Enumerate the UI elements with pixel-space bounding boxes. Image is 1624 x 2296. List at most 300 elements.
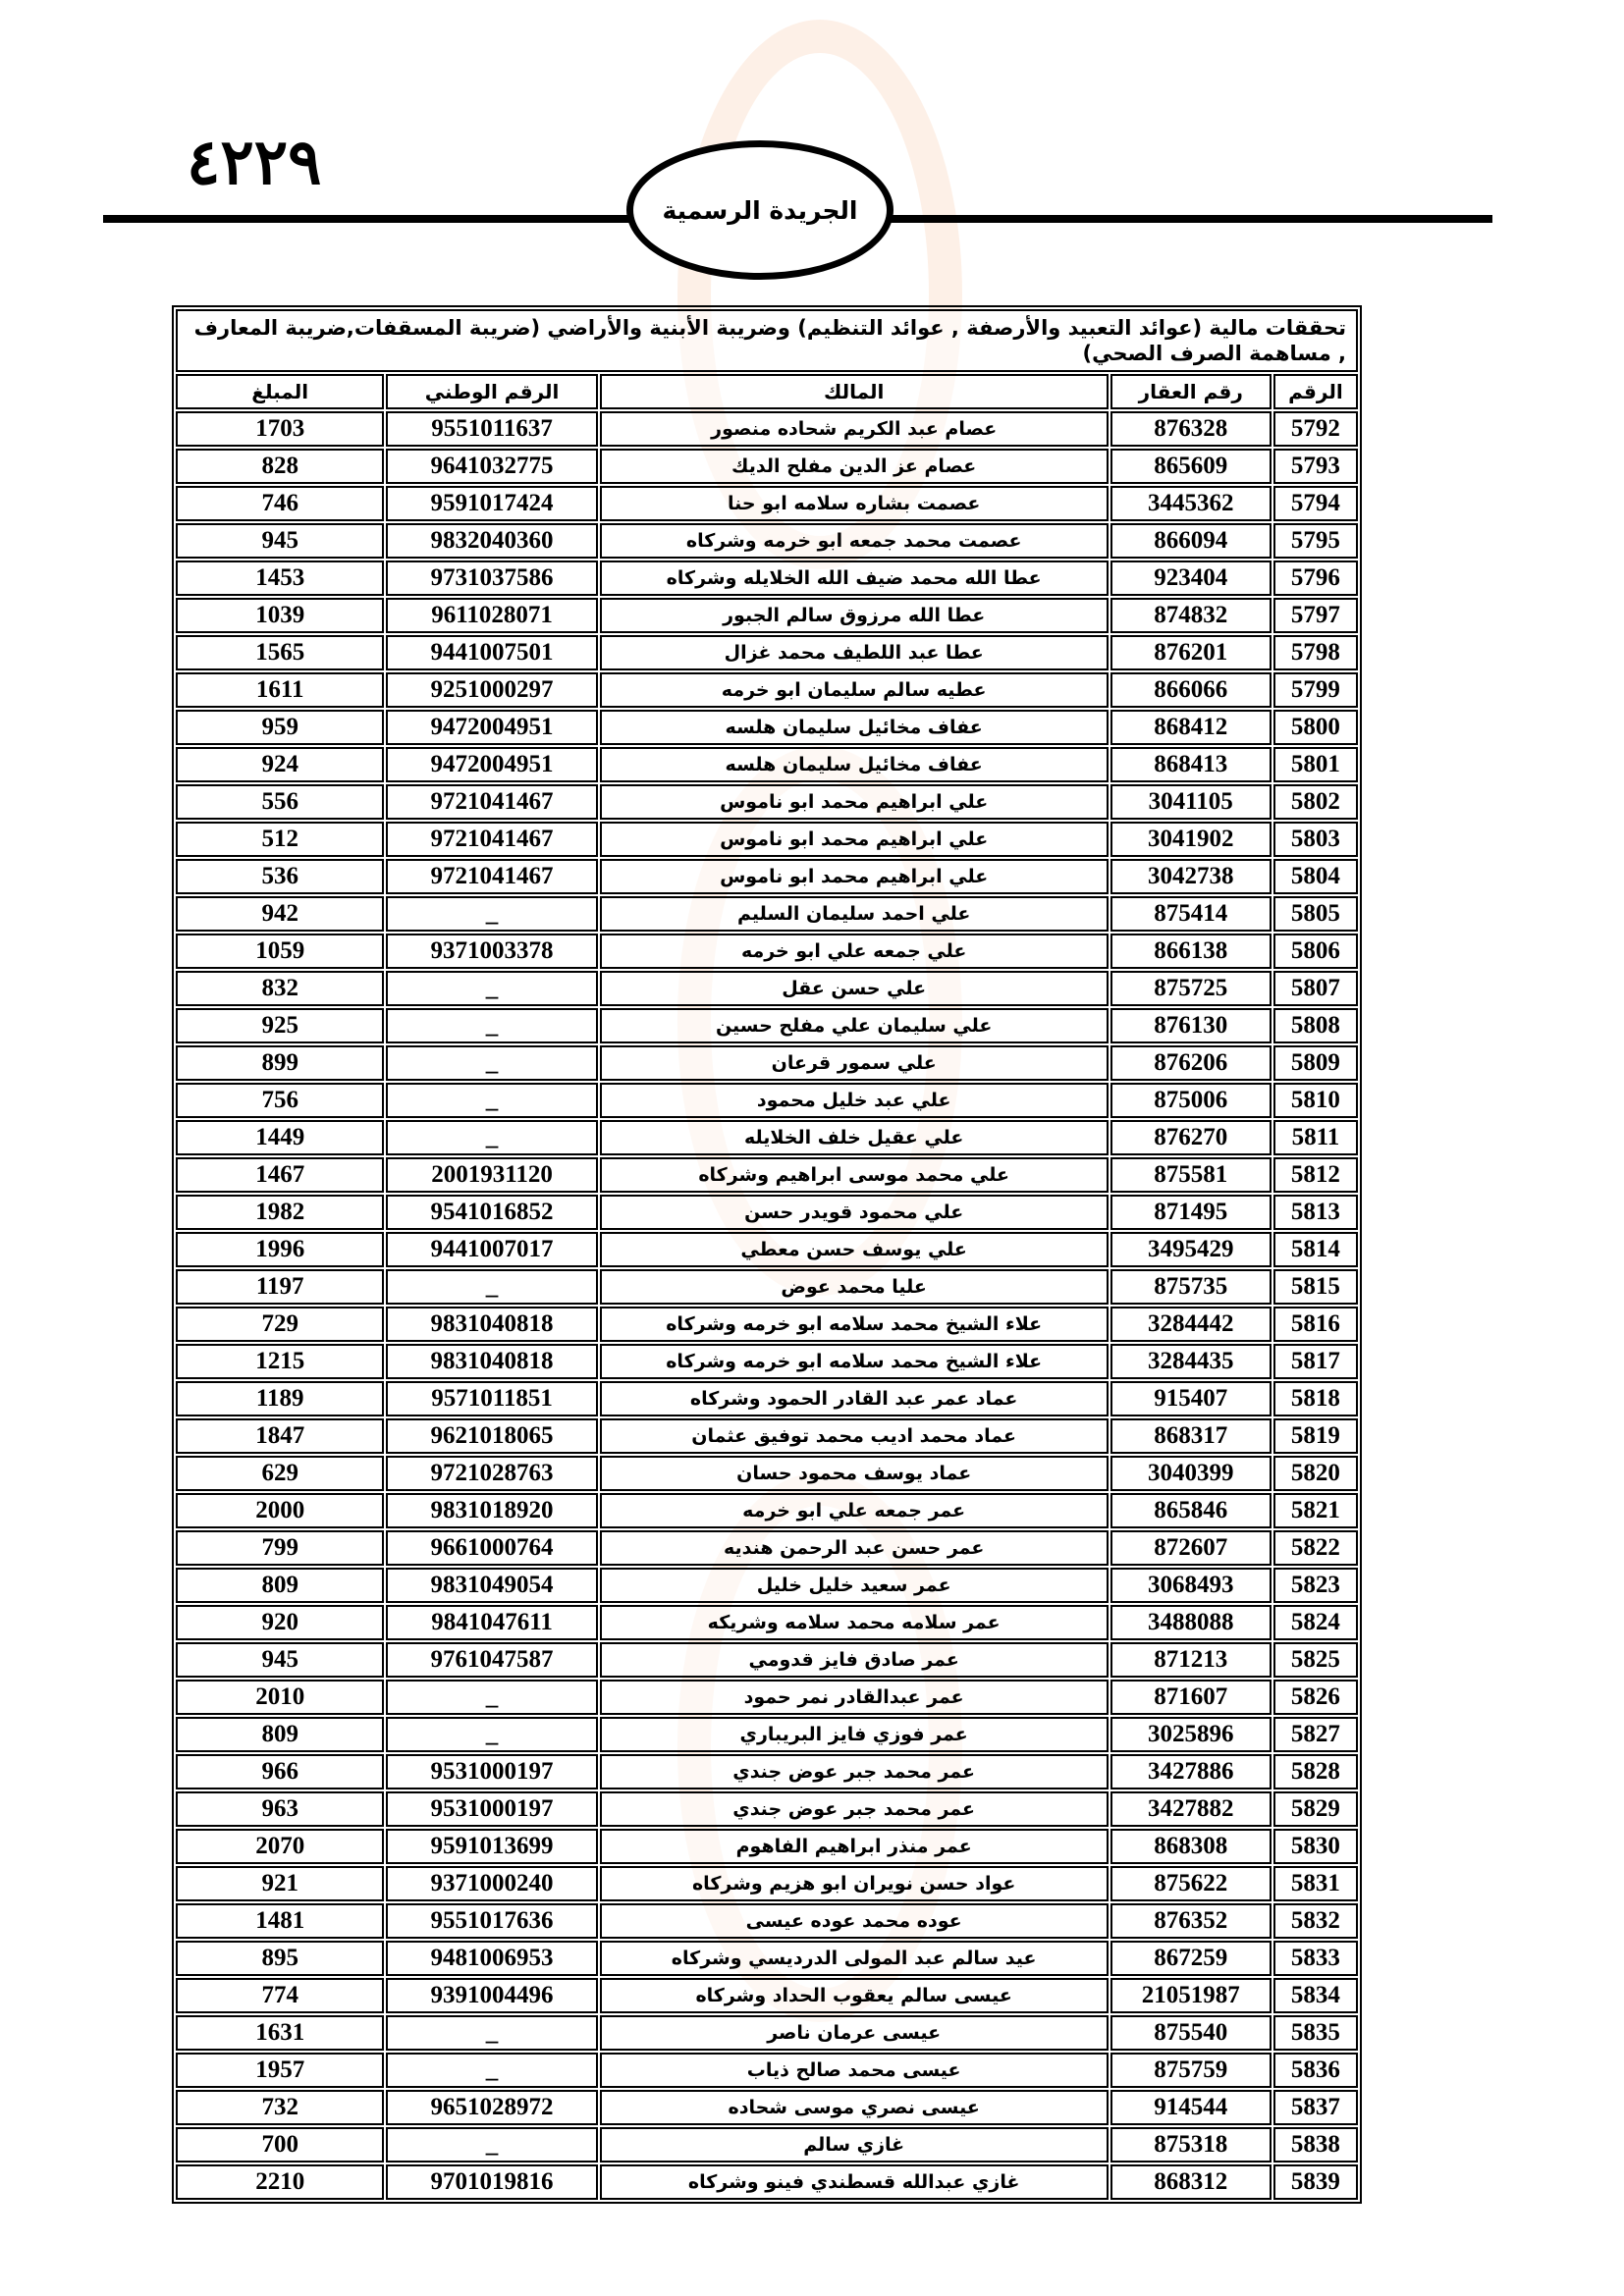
national-id: 9441007501 (386, 635, 597, 670)
property-number: 867259 (1110, 1941, 1272, 1976)
table-row (176, 822, 1358, 857)
property-number: 871213 (1110, 1642, 1272, 1678)
owner-name: غازي سالم (600, 2127, 1109, 2163)
owner-name: علي ابراهيم محمد ابو ناموس (600, 784, 1109, 820)
property-number: 868413 (1110, 747, 1272, 782)
owner-name: عيسى محمد صالح ذياب (600, 2053, 1109, 2088)
row-number: 5821 (1273, 1493, 1358, 1528)
owner-name: علاء الشيخ محمد سلامه ابو خرمه وشركاه (600, 1344, 1109, 1379)
row-number: 5794 (1273, 486, 1358, 521)
owner-name: عمر عبدالقادر نمر حمود (600, 1680, 1109, 1715)
table-row (176, 486, 1358, 521)
row-number: 5803 (1273, 822, 1358, 857)
property-number: 875725 (1110, 971, 1272, 1006)
amount: 1467 (176, 1157, 384, 1193)
amount: 925 (176, 1008, 384, 1043)
table-row (176, 2164, 1358, 2200)
row-number: 5828 (1273, 1754, 1358, 1789)
table-row (176, 2015, 1358, 2051)
row-number: 5832 (1273, 1903, 1358, 1939)
property-number: 874832 (1110, 598, 1272, 633)
table-row (176, 1941, 1358, 1976)
owner-name: عصام عز الدين مفلح الديك (600, 449, 1109, 484)
property-number: 3495429 (1110, 1232, 1272, 1267)
property-number: 3427886 (1110, 1754, 1272, 1789)
national-id: 9251000297 (386, 672, 597, 708)
national-id: _ (386, 2015, 597, 2051)
gazette-name: الجريدة الرسمية (662, 195, 858, 225)
amount: 512 (176, 822, 384, 857)
national-id: 9551017636 (386, 1903, 597, 1939)
row-number: 5820 (1273, 1456, 1358, 1491)
row-number: 5800 (1273, 710, 1358, 745)
table-row (176, 1232, 1358, 1267)
national-id: 9591017424 (386, 486, 597, 521)
owner-name: عصام عبد الكريم شحاده منصور (600, 411, 1109, 447)
table-row (176, 1456, 1358, 1491)
owner-name: عيسى سالم يعقوب الحداد وشركاه (600, 1978, 1109, 2013)
owner-name: علي ابراهيم محمد ابو ناموس (600, 859, 1109, 894)
national-id: _ (386, 2053, 597, 2088)
title-row (176, 309, 1358, 372)
amount: 729 (176, 1307, 384, 1342)
amount: 921 (176, 1866, 384, 1901)
row-number: 5807 (1273, 971, 1358, 1006)
national-id: 9721041467 (386, 784, 597, 820)
amount: 1847 (176, 1418, 384, 1454)
row-number: 5831 (1273, 1866, 1358, 1901)
amount: 556 (176, 784, 384, 820)
owner-name: عطا الله محمد ضيف الله الخلايله وشركاه (600, 561, 1109, 596)
row-number: 5834 (1273, 1978, 1358, 2013)
property-number: 868308 (1110, 1829, 1272, 1864)
table-row (176, 2090, 1358, 2125)
property-number: 871495 (1110, 1195, 1272, 1230)
national-id: _ (386, 1680, 597, 1715)
table-row (176, 1568, 1358, 1603)
table-row (176, 1157, 1358, 1193)
table-row (176, 784, 1358, 820)
amount: 2000 (176, 1493, 384, 1528)
national-id: 9721028763 (386, 1456, 597, 1491)
national-id: 9831040818 (386, 1307, 597, 1342)
table-row (176, 1903, 1358, 1939)
national-id: 9831018920 (386, 1493, 597, 1528)
property-number: 3041105 (1110, 784, 1272, 820)
national-id: 9571011851 (386, 1381, 597, 1416)
owner-name: عمر صادق فايز قدومي (600, 1642, 1109, 1678)
amount: 809 (176, 1717, 384, 1752)
table-row (176, 859, 1358, 894)
property-number: 3284442 (1110, 1307, 1272, 1342)
row-number: 5825 (1273, 1642, 1358, 1678)
national-id: 9721041467 (386, 859, 597, 894)
owner-name: علاء الشيخ محمد سلامه ابو خرمه وشركاه (600, 1307, 1109, 1342)
row-number: 5809 (1273, 1045, 1358, 1081)
amount: 1189 (176, 1381, 384, 1416)
owner-name: عفاف مخائيل سليمان هلسه (600, 747, 1109, 782)
amount: 732 (176, 2090, 384, 2125)
property-number: 3042738 (1110, 859, 1272, 894)
table-row (176, 1642, 1358, 1678)
row-number: 5814 (1273, 1232, 1358, 1267)
table-row (176, 1307, 1358, 1342)
page-number: ٤٢٢٩ (187, 126, 322, 199)
property-number: 865609 (1110, 449, 1272, 484)
owner-name: عطا الله مرزوق سالم الجبور (600, 598, 1109, 633)
owner-name: عمر محمد جبر عوض جندي (600, 1754, 1109, 1789)
owner-name: علي سمور قرعان (600, 1045, 1109, 1081)
property-number: 865846 (1110, 1493, 1272, 1528)
property-number: 915407 (1110, 1381, 1272, 1416)
table-row (176, 449, 1358, 484)
owner-name: عمر منذر ابراهيم الفاهوم (600, 1829, 1109, 1864)
row-number: 5792 (1273, 411, 1358, 447)
owner-name: عصمت محمد جمعه ابو خرمه وشركاه (600, 523, 1109, 559)
property-number: 868312 (1110, 2164, 1272, 2200)
national-id: _ (386, 1008, 597, 1043)
table-row (176, 1717, 1358, 1752)
amount: 832 (176, 971, 384, 1006)
national-id: 9541016852 (386, 1195, 597, 1230)
owner-name: عليا محمد عوض (600, 1269, 1109, 1305)
property-number: 3025896 (1110, 1717, 1272, 1752)
row-number: 5804 (1273, 859, 1358, 894)
table-row (176, 635, 1358, 670)
national-id: _ (386, 2127, 597, 2163)
national-id: 9531000197 (386, 1791, 597, 1827)
row-number: 5815 (1273, 1269, 1358, 1305)
property-number: 875540 (1110, 2015, 1272, 2051)
national-id: 9621018065 (386, 1418, 597, 1454)
national-id: 9481006953 (386, 1941, 597, 1976)
property-number: 866066 (1110, 672, 1272, 708)
table-row (176, 1120, 1358, 1155)
national-id: 9831040818 (386, 1344, 597, 1379)
amount: 942 (176, 896, 384, 932)
header-row (176, 374, 1358, 409)
owner-name: غازي عبدالله قسطندي فينو وشركاه (600, 2164, 1109, 2200)
property-number: 3040399 (1110, 1456, 1272, 1491)
national-id: _ (386, 1083, 597, 1118)
table-row (176, 896, 1358, 932)
col-header-owner: المالك (600, 374, 1109, 409)
table-row (176, 1680, 1358, 1715)
row-number: 5816 (1273, 1307, 1358, 1342)
amount: 1059 (176, 934, 384, 969)
property-number: 3041902 (1110, 822, 1272, 857)
row-number: 5819 (1273, 1418, 1358, 1454)
row-number: 5829 (1273, 1791, 1358, 1827)
table-row (176, 1493, 1358, 1528)
national-id: 9472004951 (386, 710, 597, 745)
property-number: 872607 (1110, 1530, 1272, 1566)
amount: 1197 (176, 1269, 384, 1305)
owner-name: عمر سعيد خليل خليل (600, 1568, 1109, 1603)
row-number: 5805 (1273, 896, 1358, 932)
row-number: 5838 (1273, 2127, 1358, 2163)
gazette-seal (626, 140, 893, 280)
national-id: _ (386, 1717, 597, 1752)
property-number: 876130 (1110, 1008, 1272, 1043)
amount: 1611 (176, 672, 384, 708)
property-number: 875414 (1110, 896, 1272, 932)
national-id: 9832040360 (386, 523, 597, 559)
amount: 1996 (176, 1232, 384, 1267)
owner-name: عيسى عرمان ناصر (600, 2015, 1109, 2051)
national-id: 9611028071 (386, 598, 597, 633)
owner-name: عواد حسن نويران ابو هزيم وشركاه (600, 1866, 1109, 1901)
national-id: 9841047611 (386, 1605, 597, 1640)
property-number: 876352 (1110, 1903, 1272, 1939)
row-number: 5808 (1273, 1008, 1358, 1043)
table-row (176, 598, 1358, 633)
national-id: 9591013699 (386, 1829, 597, 1864)
owner-name: عيد سالم عبد المولى الدرديسي وشركاه (600, 1941, 1109, 1976)
national-id: 9831049054 (386, 1568, 597, 1603)
amount: 963 (176, 1791, 384, 1827)
table-row (176, 934, 1358, 969)
amount: 1565 (176, 635, 384, 670)
property-number: 875735 (1110, 1269, 1272, 1305)
owner-name: عفاف مخائيل سليمان هلسه (600, 710, 1109, 745)
owner-name: عماد محمد اديب محمد توفيق عثمان (600, 1418, 1109, 1454)
table-row (176, 747, 1358, 782)
owner-name: عمر حسن عبد الرحمن هنديه (600, 1530, 1109, 1566)
property-number: 876201 (1110, 635, 1272, 670)
amount: 1039 (176, 598, 384, 633)
col-header-property-number: رقم العقار (1110, 374, 1272, 409)
row-number: 5830 (1273, 1829, 1358, 1864)
owner-name: علي حسن عقل (600, 971, 1109, 1006)
table-row (176, 1754, 1358, 1789)
row-number: 5839 (1273, 2164, 1358, 2200)
owner-name: علي عقيل خلف الخلايله (600, 1120, 1109, 1155)
national-id: _ (386, 1120, 597, 1155)
property-number: 3427882 (1110, 1791, 1272, 1827)
amount: 700 (176, 2127, 384, 2163)
property-number: 875318 (1110, 2127, 1272, 2163)
table-row (176, 1791, 1358, 1827)
amount: 1453 (176, 561, 384, 596)
national-id: 9371003378 (386, 934, 597, 969)
national-id: 9531000197 (386, 1754, 597, 1789)
owner-name: عمر فوزي فايز البريباري (600, 1717, 1109, 1752)
table-row (176, 971, 1358, 1006)
national-id: 9391004496 (386, 1978, 597, 2013)
property-number: 875759 (1110, 2053, 1272, 2088)
table-row (176, 1978, 1358, 2013)
owner-name: عطا عبد اللطيف محمد غزال (600, 635, 1109, 670)
row-number: 5833 (1273, 1941, 1358, 1976)
national-id: _ (386, 896, 597, 932)
owner-name: علي محمد موسى ابراهيم وشركاه (600, 1157, 1109, 1193)
table-row (176, 411, 1358, 447)
amount: 1631 (176, 2015, 384, 2051)
owner-name: علي ابراهيم محمد ابو ناموس (600, 822, 1109, 857)
row-number: 5824 (1273, 1605, 1358, 1640)
property-number: 875622 (1110, 1866, 1272, 1901)
property-number: 876328 (1110, 411, 1272, 447)
owner-name: علي سليمان علي مفلح حسين (600, 1008, 1109, 1043)
col-header-national-id: الرقم الوطني (386, 374, 597, 409)
table-row (176, 1045, 1358, 1081)
table-row (176, 1605, 1358, 1640)
row-number: 5812 (1273, 1157, 1358, 1193)
amount: 756 (176, 1083, 384, 1118)
amount: 536 (176, 859, 384, 894)
national-id: _ (386, 1045, 597, 1081)
row-number: 5826 (1273, 1680, 1358, 1715)
financial-table (172, 305, 1362, 2204)
table-row (176, 1008, 1358, 1043)
row-number: 5813 (1273, 1195, 1358, 1230)
owner-name: عماد يوسف محمود حسان (600, 1456, 1109, 1491)
row-number: 5811 (1273, 1120, 1358, 1155)
property-number: 875006 (1110, 1083, 1272, 1118)
row-number: 5835 (1273, 2015, 1358, 2051)
owner-name: عمر سلامه محمد سلامه وشريكه (600, 1605, 1109, 1640)
property-number: 3068493 (1110, 1568, 1272, 1603)
owner-name: عمر جمعه علي ابو خرمه (600, 1493, 1109, 1528)
amount: 920 (176, 1605, 384, 1640)
national-id: 9551011637 (386, 411, 597, 447)
national-id: 9371000240 (386, 1866, 597, 1901)
table-row (176, 1269, 1358, 1305)
table-row (176, 1530, 1358, 1566)
amount: 1481 (176, 1903, 384, 1939)
owner-name: عمر محمد جبر عوض جندي (600, 1791, 1109, 1827)
property-number: 3488088 (1110, 1605, 1272, 1640)
row-number: 5806 (1273, 934, 1358, 969)
row-number: 5810 (1273, 1083, 1358, 1118)
owner-name: عصمت بشاره سلامه ابو حنا (600, 486, 1109, 521)
property-number: 868317 (1110, 1418, 1272, 1454)
amount: 899 (176, 1045, 384, 1081)
row-number: 5798 (1273, 635, 1358, 670)
table-row (176, 1083, 1358, 1118)
table-row (176, 672, 1358, 708)
amount: 2070 (176, 1829, 384, 1864)
property-number: 3445362 (1110, 486, 1272, 521)
row-number: 5801 (1273, 747, 1358, 782)
row-number: 5823 (1273, 1568, 1358, 1603)
amount: 774 (176, 1978, 384, 2013)
table-row (176, 1829, 1358, 1864)
amount: 2210 (176, 2164, 384, 2200)
property-number: 866094 (1110, 523, 1272, 559)
owner-name: عيسى نصري موسى شحاده (600, 2090, 1109, 2125)
amount: 809 (176, 1568, 384, 1603)
amount: 1957 (176, 2053, 384, 2088)
col-header-number: الرقم (1273, 374, 1358, 409)
table-row (176, 561, 1358, 596)
property-number: 923404 (1110, 561, 1272, 596)
table-row (176, 1418, 1358, 1454)
row-number: 5818 (1273, 1381, 1358, 1416)
amount: 945 (176, 1642, 384, 1678)
row-number: 5822 (1273, 1530, 1358, 1566)
amount: 1703 (176, 411, 384, 447)
national-id: _ (386, 1269, 597, 1305)
national-id: 9472004951 (386, 747, 597, 782)
property-number: 3284435 (1110, 1344, 1272, 1379)
table-row (176, 2053, 1358, 2088)
national-id: 9731037586 (386, 561, 597, 596)
amount: 945 (176, 523, 384, 559)
property-number: 871607 (1110, 1680, 1272, 1715)
property-number: 866138 (1110, 934, 1272, 969)
table-row (176, 1344, 1358, 1379)
row-number: 5827 (1273, 1717, 1358, 1752)
national-id: 2001931120 (386, 1157, 597, 1193)
table-row (176, 1381, 1358, 1416)
amount: 959 (176, 710, 384, 745)
row-number: 5802 (1273, 784, 1358, 820)
amount: 799 (176, 1530, 384, 1566)
row-number: 5836 (1273, 2053, 1358, 2088)
national-id: 9441007017 (386, 1232, 597, 1267)
row-number: 5817 (1273, 1344, 1358, 1379)
owner-name: علي محمود قويدر حسن (600, 1195, 1109, 1230)
table-row (176, 2127, 1358, 2163)
owner-name: عوده محمد عوده عيسى (600, 1903, 1109, 1939)
owner-name: علي يوسف حسن معطي (600, 1232, 1109, 1267)
national-id: 9641032775 (386, 449, 597, 484)
property-number: 875581 (1110, 1157, 1272, 1193)
national-id: 9761047587 (386, 1642, 597, 1678)
amount: 2010 (176, 1680, 384, 1715)
row-number: 5796 (1273, 561, 1358, 596)
col-header-amount: المبلغ (176, 374, 384, 409)
owner-name: علي احمد سليمان السليم (600, 896, 1109, 932)
row-number: 5799 (1273, 672, 1358, 708)
row-number: 5797 (1273, 598, 1358, 633)
property-number: 876206 (1110, 1045, 1272, 1081)
table-row (176, 1195, 1358, 1230)
amount: 1982 (176, 1195, 384, 1230)
owner-name: علي عبد خليل محمود (600, 1083, 1109, 1118)
table-row (176, 1866, 1358, 1901)
property-number: 868412 (1110, 710, 1272, 745)
amount: 1449 (176, 1120, 384, 1155)
row-number: 5837 (1273, 2090, 1358, 2125)
owner-name: عماد عمر عبد القادر الحمود وشركاه (600, 1381, 1109, 1416)
national-id: 9721041467 (386, 822, 597, 857)
table-row (176, 710, 1358, 745)
property-number: 21051987 (1110, 1978, 1272, 2013)
amount: 629 (176, 1456, 384, 1491)
national-id: _ (386, 971, 597, 1006)
property-number: 914544 (1110, 2090, 1272, 2125)
owner-name: علي جمعه علي ابو خرمه (600, 934, 1109, 969)
amount: 966 (176, 1754, 384, 1789)
amount: 895 (176, 1941, 384, 1976)
national-id: 9661000764 (386, 1530, 597, 1566)
national-id: 9701019816 (386, 2164, 597, 2200)
owner-name: عطيه سالم سليمان ابو خرمه (600, 672, 1109, 708)
row-number: 5795 (1273, 523, 1358, 559)
amount: 828 (176, 449, 384, 484)
row-number: 5793 (1273, 449, 1358, 484)
amount: 924 (176, 747, 384, 782)
table-title: تحققات مالية (عوائد التعبيد والأرصفة , عوائد التنظيم) وضريبة الأبنية والأراضي (ضريبة المسقفات,ضريبة المعارف , مساهمة الصرف الصحي) (176, 309, 1358, 372)
amount: 1215 (176, 1344, 384, 1379)
table-row (176, 523, 1358, 559)
national-id: 9651028972 (386, 2090, 597, 2125)
property-number: 876270 (1110, 1120, 1272, 1155)
amount: 746 (176, 486, 384, 521)
